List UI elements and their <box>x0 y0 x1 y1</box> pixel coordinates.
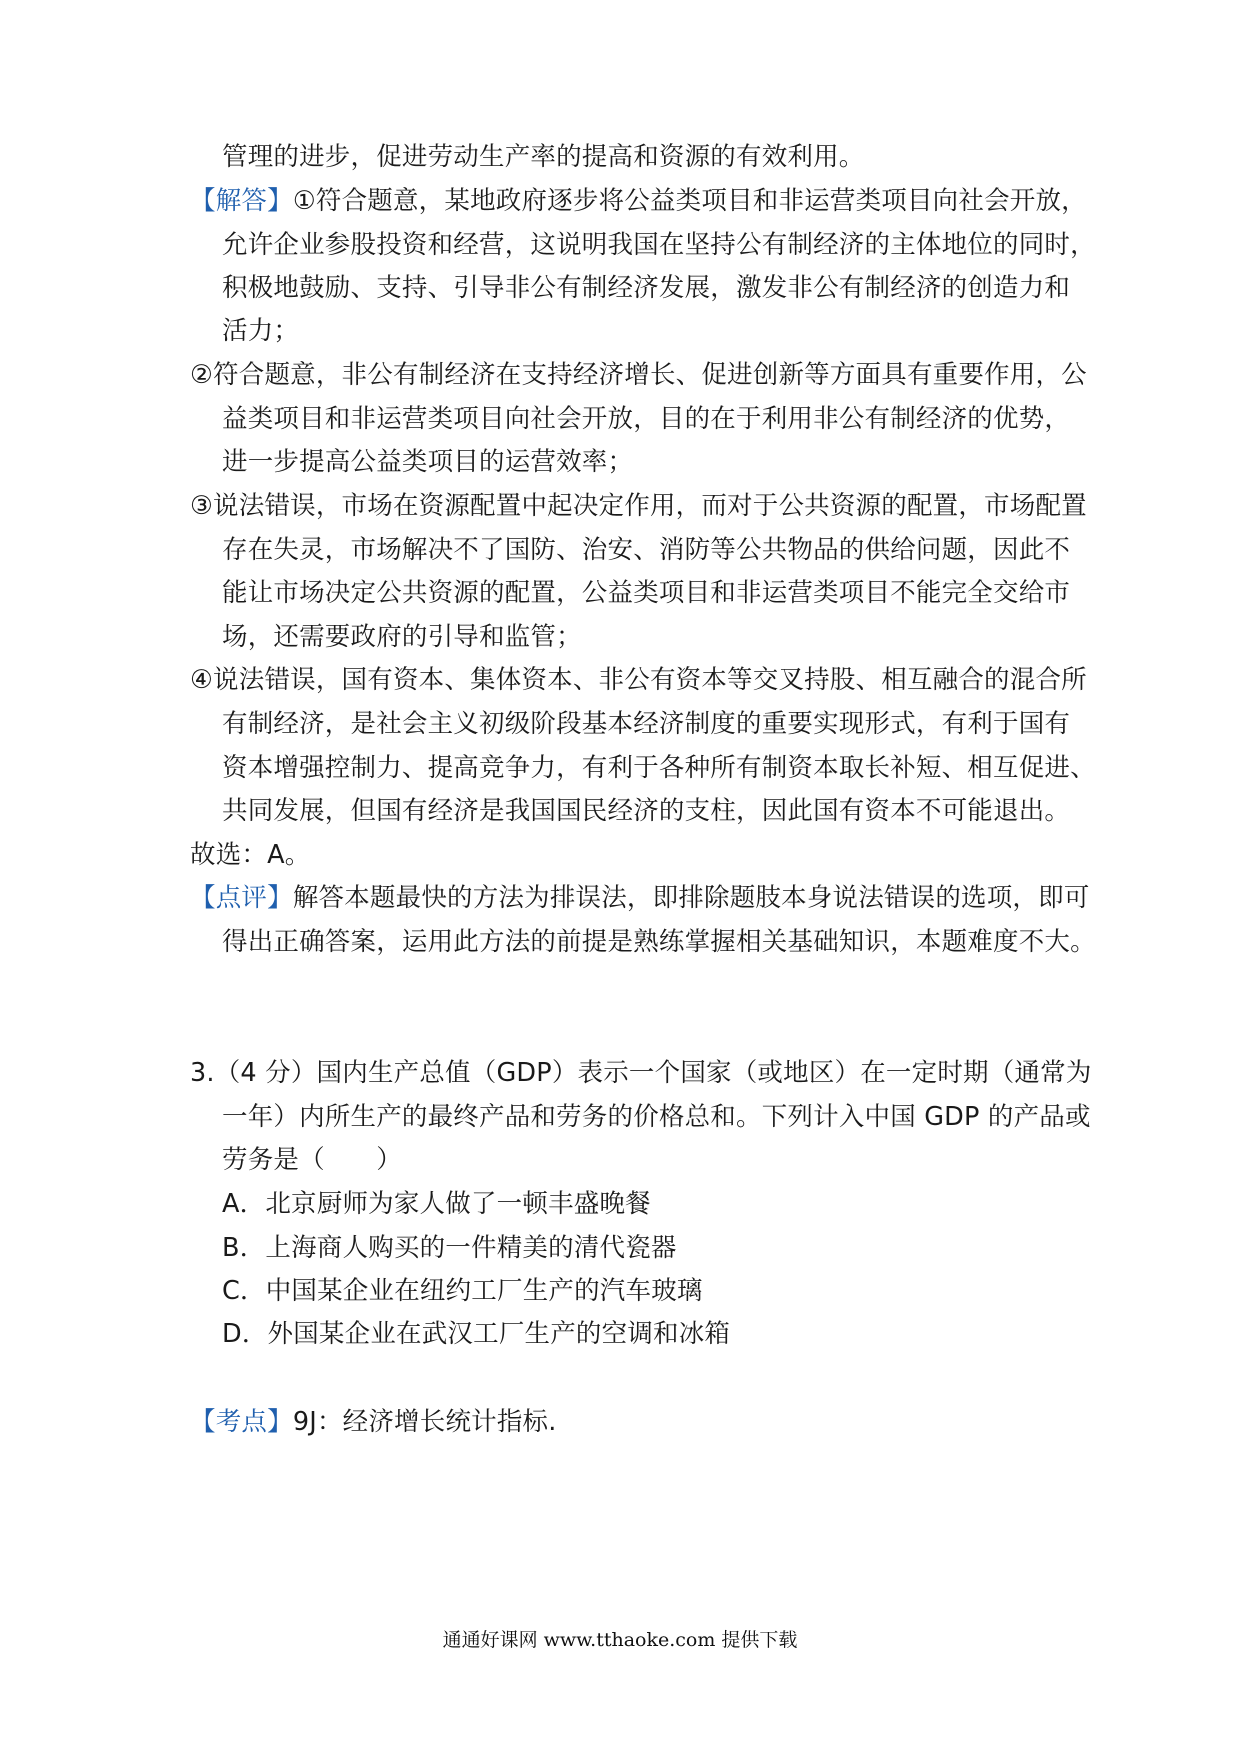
answer-line-12: ④说法错误，国有资本、集体资本、非公有资本等交叉持股、相互融合的混合所 <box>190 665 1087 695</box>
keypoint-line <box>190 1405 557 1439</box>
answer-line-10: 能让市场决定公共资源的配置，公益类项目和非运营类项目不能完全交给市 <box>222 578 1071 608</box>
answer-line-9: 存在失灵，市场解决不了国防、治安、消防等公共物品的供给问题，因此不 <box>222 535 1071 565</box>
answer-tag: 【解答】 <box>190 186 293 216</box>
keypoint-text: 9J：经济增长统计指标. <box>292 1407 557 1437</box>
answer-line-1 <box>190 184 1087 218</box>
answer-text-1: ①符合题意，某地政府逐步将公益类项目和非运营类项目向社会开放， <box>292 186 1087 216</box>
answer-line-7: 进一步提高公益类项目的运营效率； <box>222 447 634 477</box>
answer-line-15: 共同发展，但国有经济是我国国民经济的支柱，因此国有资本不可能退出。 <box>222 796 1071 826</box>
answer-line-3: 积极地鼓励、支持、引导非公有制经济发展，激发非公有制经济的创造力和 <box>222 273 1071 303</box>
page-footer: 通通好课网 www.tthaoke.com 提供下载 <box>442 1629 798 1651</box>
keypoint-tag: 【考点】 <box>190 1407 293 1437</box>
answer-line-13: 有制经济，是社会主义初级阶段基本经济制度的重要实现形式，有利于国有 <box>222 709 1071 739</box>
answer-line-8: ③说法错误，市场在资源配置中起决定作用，而对于公共资源的配置，市场配置 <box>190 491 1087 521</box>
answer-choice: 故选：A。 <box>190 840 311 870</box>
answer-line-14: 资本增强控制力、提高竞争力，有利于各种所有制资本取长补短、相互促进、 <box>222 753 1096 783</box>
question-3-line-1: 3.（4 分）国内生产总值（GDP）表示一个国家（或地区）在一定时期（通常为 <box>190 1058 1092 1088</box>
question-3-option-d: D．外国某企业在武汉工厂生产的空调和冰箱 <box>222 1319 731 1349</box>
answer-line-2: 允许企业参股投资和经营，这说明我国在坚持公有制经济的主体地位的同时， <box>222 230 1096 260</box>
question-3-option-b: B．上海商人购买的一件精美的清代瓷器 <box>222 1233 677 1263</box>
question-3-option-a: A．北京厨师为家人做了一顿丰盛晚餐 <box>222 1189 651 1219</box>
review-line-2: 得出正确答案，运用此方法的前提是熟练掌握相关基础知识，本题难度不大。 <box>222 927 1096 957</box>
review-line-1 <box>190 881 1090 915</box>
review-text-1: 解答本题最快的方法为排误法，即排除题肢本身说法错误的选项，即可 <box>292 883 1090 913</box>
prev-answer-tail: 管理的进步，促进劳动生产率的提高和资源的有效利用。 <box>222 142 865 172</box>
question-3-option-c: C．中国某企业在纽约工厂生产的汽车玻璃 <box>222 1276 703 1306</box>
question-3-line-3: 劳务是（ ） <box>222 1145 402 1175</box>
answer-line-5: ②符合题意，非公有制经济在支持经济增长、促进创新等方面具有重要作用，公 <box>190 360 1087 390</box>
review-tag: 【点评】 <box>190 883 293 913</box>
answer-line-6: 益类项目和非运营类项目向社会开放，目的在于利用非公有制经济的优势， <box>222 404 1071 434</box>
question-3-line-2: 一年）内所生产的最终产品和劳务的价格总和。下列计入中国 GDP 的产品或 <box>222 1102 1091 1132</box>
answer-line-11: 场，还需要政府的引导和监管； <box>222 622 582 652</box>
answer-line-4: 活力； <box>222 316 300 346</box>
